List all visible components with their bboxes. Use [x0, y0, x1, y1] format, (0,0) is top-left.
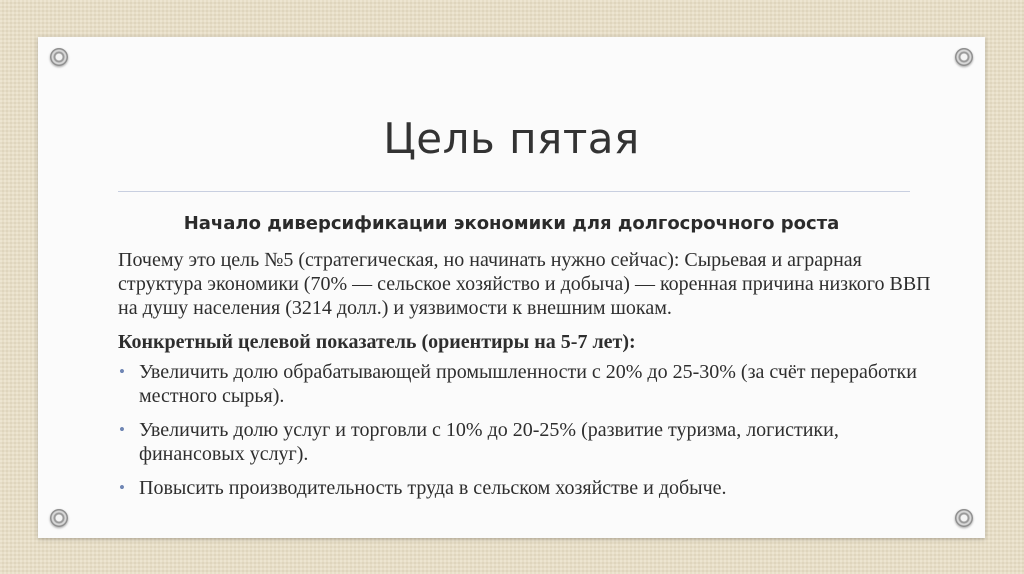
list-item-text: Увеличить долю услуг и торговли с 10% до 20-25% (развитие туризма, логистики, финансовых услуг).: [139, 419, 839, 465]
list-item: [118, 360, 938, 408]
intro-paragraph: Почему это цель №5 (стратегическая, но начинать нужно сейчас): Сырьевая и аграрная структура экономики (70% — сельское хозяйство и добыча) — коренная причина низкого ВВП на душу населения (3214 долл.) и уязвимости к внешним шокам.: [118, 249, 931, 319]
rivet-icon: [955, 509, 973, 527]
title-divider: [118, 191, 910, 192]
target-heading: Конкретный целевой показатель (ориентиры на 5-7 лет):: [118, 331, 636, 353]
bullet-icon: •: [119, 420, 125, 439]
list-item-text: Увеличить долю обрабатывающей промышленности с 20% до 25-30% (за счёт переработки местного сырья).: [139, 361, 917, 407]
bullet-icon: •: [119, 478, 125, 497]
slide-title: Цель пятая: [383, 114, 640, 163]
list-item-text: Повысить производительность труда в сельском хозяйстве и добыче.: [139, 477, 727, 499]
rivet-icon: [50, 509, 68, 527]
rivet-icon: [50, 48, 68, 66]
list-item: [118, 476, 938, 500]
bullet-icon: •: [119, 362, 125, 381]
bullet-list: [118, 360, 938, 500]
slide-card: [38, 37, 985, 538]
slide-body: [118, 248, 938, 510]
list-item: [118, 418, 938, 466]
rivet-icon: [955, 48, 973, 66]
slide-subtitle: Начало диверсификации экономики для долгосрочного роста: [183, 213, 840, 234]
